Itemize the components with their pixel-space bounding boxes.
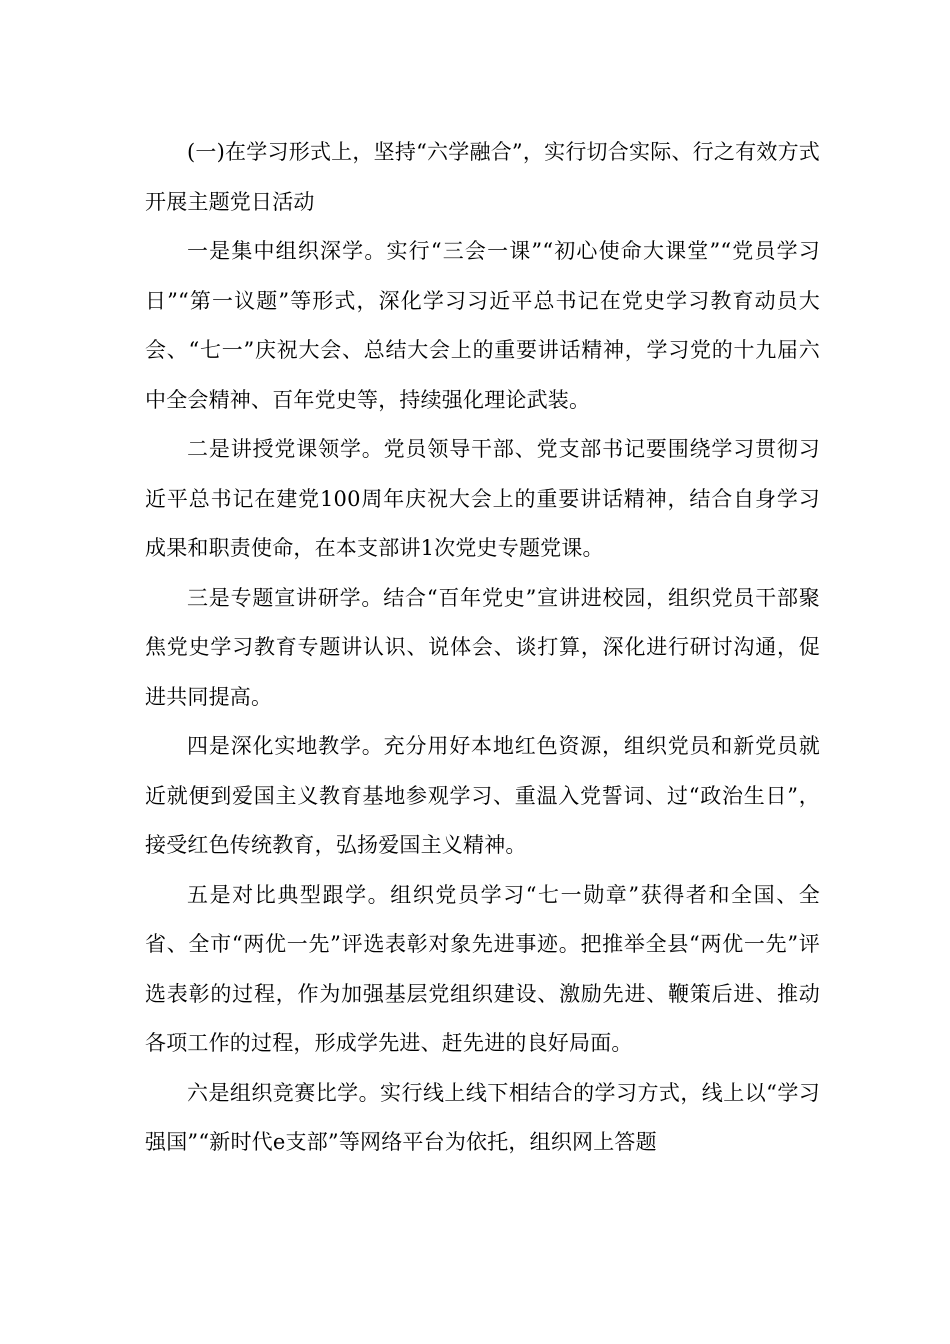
section-heading-paragraph: (一)在学习形式上，坚持“六学融合”，实行切合实际、行之有效方式开展主题党日活动	[145, 140, 820, 214]
document-body	[145, 128, 820, 1168]
paragraph-party-lecture: 二是讲授党课领学。党员领导干部、党支部书记要围绕学习贯彻习近平总书记在建党100周年庆祝大会上的重要讲话精神，结合自身学习成果和职责使命，在本支部讲1次党史专题党课。	[145, 437, 820, 560]
paragraph-competition-learning: 六是组织竞赛比学。实行线上线下相结合的学习方式，线上以“学习强国”“新时代e支部”等网络平台为依托，组织网上答题	[145, 1080, 820, 1154]
paragraph-role-model-learning: 五是对比典型跟学。组织党员学习“七一勋章”获得者和全国、全省、全市“两优一先”评选表彰对象先进事迹。把推举全县“两优一先”评选表彰的过程，作为加强基层党组织建设、激励先进、鞭策后进、推动各项工作的过程，形成学先进、赶先进的良好局面。	[145, 882, 820, 1055]
paragraph-field-teaching: 四是深化实地教学。充分用好本地红色资源，组织党员和新党员就近就便到爱国主义教育基地参观学习、重温入党誓词、过“政治生日”，接受红色传统教育，弘扬爱国主义精神。	[145, 734, 820, 857]
paragraph-centralized-study: 一是集中组织深学。实行“三会一课”“初心使命大课堂”“党员学习日”“第一议题”等形式，深化学习习近平总书记在党史学习教育动员大会、“七一”庆祝大会、总结大会上的重要讲话精神，学习党的十九届六中全会精神、百年党史等，持续强化理论武装。	[145, 239, 820, 412]
paragraph-topic-presentation: 三是专题宣讲研学。结合“百年党史”宣讲进校园，组织党员干部聚焦党史学习教育专题讲认识、说体会、谈打算，深化进行研讨沟通，促进共同提高。	[145, 585, 820, 709]
